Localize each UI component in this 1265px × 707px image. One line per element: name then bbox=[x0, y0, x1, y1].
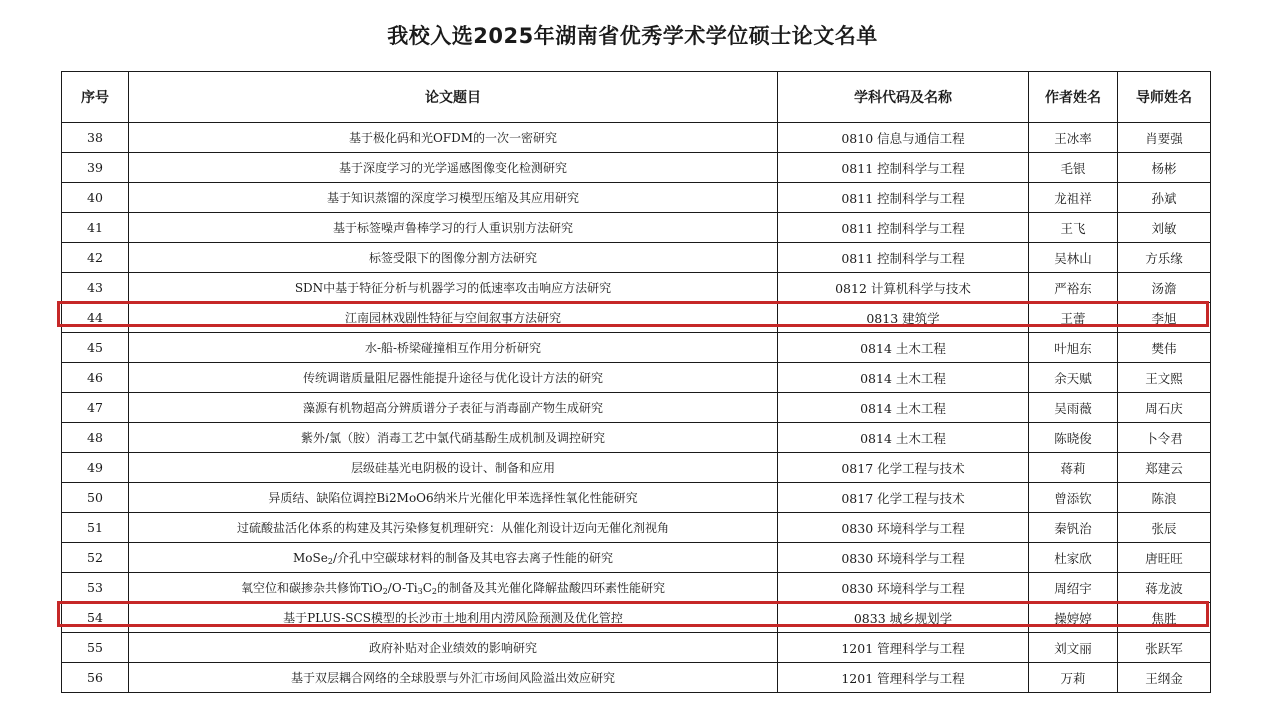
thesis-table bbox=[61, 71, 1211, 693]
cell-advisor: 周石庆 bbox=[1118, 393, 1211, 423]
title-text: MoSe bbox=[293, 551, 328, 565]
header-no: 序号 bbox=[62, 72, 129, 123]
table-row bbox=[62, 633, 1211, 663]
title-text: C bbox=[422, 581, 432, 595]
table-row bbox=[62, 423, 1211, 453]
cell-advisor: 唐旺旺 bbox=[1118, 543, 1211, 573]
cell-no: 50 bbox=[62, 483, 129, 513]
table-row bbox=[62, 273, 1211, 303]
cell-discipline: 0814 土木工程 bbox=[778, 393, 1029, 423]
cell-advisor: 陈浪 bbox=[1118, 483, 1211, 513]
cell-no: 43 bbox=[62, 273, 129, 303]
table-row bbox=[62, 153, 1211, 183]
cell-author: 刘文丽 bbox=[1029, 633, 1118, 663]
subscript: 2 bbox=[382, 587, 388, 596]
cell-no: 51 bbox=[62, 513, 129, 543]
cell-thesis-title: 基于双层耦合网络的全球股票与外汇市场间风险溢出效应研究 bbox=[129, 663, 778, 693]
cell-advisor: 郑建云 bbox=[1118, 453, 1211, 483]
subscript: 2 bbox=[327, 557, 333, 566]
cell-author: 王冰率 bbox=[1029, 123, 1118, 153]
cell-no: 49 bbox=[62, 453, 129, 483]
cell-advisor: 汤澹 bbox=[1118, 273, 1211, 303]
title-text: /介孔中空碳球材料的制备及其电容去离子性能的研究 bbox=[332, 551, 613, 565]
table-row bbox=[62, 483, 1211, 513]
table-row bbox=[62, 213, 1211, 243]
cell-advisor: 刘敏 bbox=[1118, 213, 1211, 243]
title-text: /O-Ti bbox=[387, 581, 418, 595]
cell-thesis-title: 紫外/氯（胺）消毒工艺中氯代硝基酚生成机制及调控研究 bbox=[129, 423, 778, 453]
cell-advisor: 焦胜 bbox=[1118, 603, 1211, 633]
cell-author: 周绍宇 bbox=[1029, 573, 1118, 603]
table-row bbox=[62, 123, 1211, 153]
cell-no: 52 bbox=[62, 543, 129, 573]
cell-no: 47 bbox=[62, 393, 129, 423]
cell-author: 王飞 bbox=[1029, 213, 1118, 243]
table-row bbox=[62, 183, 1211, 213]
cell-advisor: 蒋龙波 bbox=[1118, 573, 1211, 603]
cell-advisor: 杨彬 bbox=[1118, 153, 1211, 183]
cell-author: 陈晓俊 bbox=[1029, 423, 1118, 453]
table-row bbox=[62, 513, 1211, 543]
cell-thesis-title: SDN中基于特征分析与机器学习的低速率攻击响应方法研究 bbox=[129, 273, 778, 303]
cell-thesis-title bbox=[129, 573, 778, 603]
cell-thesis-title: 藻源有机物超高分辨质谱分子表征与消毒副产物生成研究 bbox=[129, 393, 778, 423]
cell-author: 吴雨薇 bbox=[1029, 393, 1118, 423]
table-row bbox=[62, 243, 1211, 273]
cell-advisor: 张跃军 bbox=[1118, 633, 1211, 663]
cell-advisor: 王文熙 bbox=[1118, 363, 1211, 393]
subscript: 2 bbox=[431, 587, 437, 596]
cell-discipline: 0814 土木工程 bbox=[778, 333, 1029, 363]
cell-discipline: 0817 化学工程与技术 bbox=[778, 453, 1029, 483]
cell-no: 56 bbox=[62, 663, 129, 693]
cell-thesis-title: 基于极化码和光OFDM的一次一密研究 bbox=[129, 123, 778, 153]
cell-discipline: 0830 环境科学与工程 bbox=[778, 543, 1029, 573]
cell-no: 46 bbox=[62, 363, 129, 393]
cell-thesis-title: 基于PLUS-SCS模型的长沙市土地利用内涝风险预测及优化管控 bbox=[129, 603, 778, 633]
table-header-row bbox=[62, 72, 1211, 123]
table-row bbox=[62, 393, 1211, 423]
cell-discipline: 0817 化学工程与技术 bbox=[778, 483, 1029, 513]
cell-discipline: 0830 环境科学与工程 bbox=[778, 513, 1029, 543]
cell-no: 40 bbox=[62, 183, 129, 213]
cell-author: 万莉 bbox=[1029, 663, 1118, 693]
cell-author: 严裕东 bbox=[1029, 273, 1118, 303]
cell-advisor: 孙斌 bbox=[1118, 183, 1211, 213]
cell-no: 38 bbox=[62, 123, 129, 153]
cell-thesis-title: 政府补贴对企业绩效的影响研究 bbox=[129, 633, 778, 663]
cell-discipline: 0811 控制科学与工程 bbox=[778, 183, 1029, 213]
table-row bbox=[62, 573, 1211, 603]
table-row bbox=[62, 603, 1211, 633]
cell-thesis-title: 过硫酸盐活化体系的构建及其污染修复机理研究：从催化剂设计迈向无催化剂视角 bbox=[129, 513, 778, 543]
cell-discipline: 0810 信息与通信工程 bbox=[778, 123, 1029, 153]
cell-author: 操婷婷 bbox=[1029, 603, 1118, 633]
cell-discipline: 0814 土木工程 bbox=[778, 423, 1029, 453]
cell-advisor: 李旭 bbox=[1118, 303, 1211, 333]
header-author: 作者姓名 bbox=[1029, 72, 1118, 123]
cell-advisor: 方乐缘 bbox=[1118, 243, 1211, 273]
header-advisor: 导师姓名 bbox=[1118, 72, 1211, 123]
table-row bbox=[62, 453, 1211, 483]
cell-author: 余天赋 bbox=[1029, 363, 1118, 393]
table-row bbox=[62, 333, 1211, 363]
cell-advisor: 王纲金 bbox=[1118, 663, 1211, 693]
cell-thesis-title: 江南园林戏剧性特征与空间叙事方法研究 bbox=[129, 303, 778, 333]
table-row bbox=[62, 303, 1211, 333]
cell-thesis-title: 基于知识蒸馏的深度学习模型压缩及其应用研究 bbox=[129, 183, 778, 213]
cell-author: 杜家欣 bbox=[1029, 543, 1118, 573]
table-row bbox=[62, 363, 1211, 393]
cell-discipline: 0811 控制科学与工程 bbox=[778, 213, 1029, 243]
cell-thesis-title: 标签受限下的图像分割方法研究 bbox=[129, 243, 778, 273]
subscript: 3 bbox=[417, 587, 423, 596]
title-text: 氧空位和碳掺杂共修饰TiO bbox=[241, 581, 383, 595]
cell-author: 曾添钦 bbox=[1029, 483, 1118, 513]
cell-discipline: 0811 控制科学与工程 bbox=[778, 243, 1029, 273]
cell-discipline: 0830 环境科学与工程 bbox=[778, 573, 1029, 603]
cell-discipline: 0814 土木工程 bbox=[778, 363, 1029, 393]
cell-thesis-title: 传统调谐质量阻尼器性能提升途径与优化设计方法的研究 bbox=[129, 363, 778, 393]
cell-advisor: 肖要强 bbox=[1118, 123, 1211, 153]
cell-author: 吴林山 bbox=[1029, 243, 1118, 273]
cell-no: 53 bbox=[62, 573, 129, 603]
table-row bbox=[62, 543, 1211, 573]
cell-thesis-title: 异质结、缺陷位调控Bi2MoO6纳米片光催化甲苯选择性氧化性能研究 bbox=[129, 483, 778, 513]
cell-no: 54 bbox=[62, 603, 129, 633]
header-discipline: 学科代码及名称 bbox=[778, 72, 1029, 123]
cell-author: 毛银 bbox=[1029, 153, 1118, 183]
cell-thesis-title: 层级硅基光电阴极的设计、制备和应用 bbox=[129, 453, 778, 483]
cell-author: 王蕾 bbox=[1029, 303, 1118, 333]
cell-no: 55 bbox=[62, 633, 129, 663]
cell-no: 42 bbox=[62, 243, 129, 273]
cell-discipline: 0813 建筑学 bbox=[778, 303, 1029, 333]
page-title: 我校入选2025年湖南省优秀学术学位硕士论文名单 bbox=[387, 24, 878, 48]
title-text: 的制备及其光催化降解盐酸四环素性能研究 bbox=[436, 581, 665, 595]
cell-discipline: 0833 城乡规划学 bbox=[778, 603, 1029, 633]
cell-discipline: 1201 管理科学与工程 bbox=[778, 633, 1029, 663]
cell-no: 41 bbox=[62, 213, 129, 243]
cell-thesis-title bbox=[129, 543, 778, 573]
cell-no: 48 bbox=[62, 423, 129, 453]
cell-advisor: 张辰 bbox=[1118, 513, 1211, 543]
table-row bbox=[62, 663, 1211, 693]
cell-discipline: 0812 计算机科学与技术 bbox=[778, 273, 1029, 303]
cell-no: 44 bbox=[62, 303, 129, 333]
header-thesis: 论文题目 bbox=[129, 72, 778, 123]
cell-author: 秦钒治 bbox=[1029, 513, 1118, 543]
cell-no: 45 bbox=[62, 333, 129, 363]
cell-no: 39 bbox=[62, 153, 129, 183]
cell-thesis-title: 基于深度学习的光学遥感图像变化检测研究 bbox=[129, 153, 778, 183]
cell-thesis-title: 水-船-桥梁碰撞相互作用分析研究 bbox=[129, 333, 778, 363]
cell-discipline: 0811 控制科学与工程 bbox=[778, 153, 1029, 183]
cell-thesis-title: 基于标签噪声鲁棒学习的行人重识别方法研究 bbox=[129, 213, 778, 243]
cell-author: 叶旭东 bbox=[1029, 333, 1118, 363]
cell-advisor: 樊伟 bbox=[1118, 333, 1211, 363]
cell-author: 蒋莉 bbox=[1029, 453, 1118, 483]
cell-author: 龙祖祥 bbox=[1029, 183, 1118, 213]
cell-discipline: 1201 管理科学与工程 bbox=[778, 663, 1029, 693]
cell-advisor: 卜令君 bbox=[1118, 423, 1211, 453]
